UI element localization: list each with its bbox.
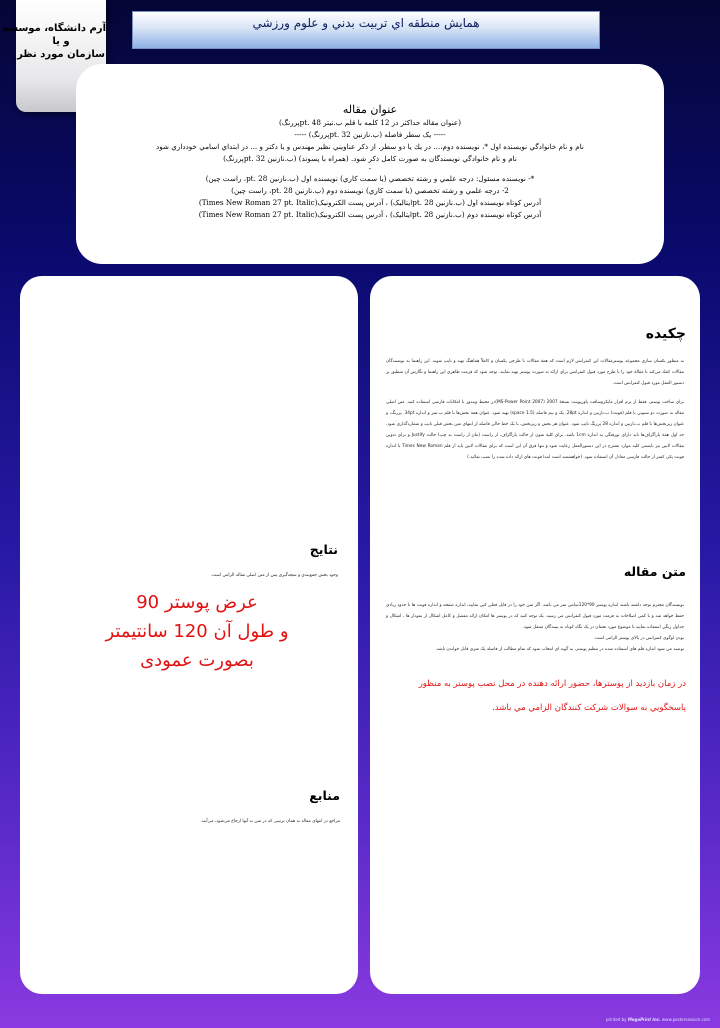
header-line: -: [368, 164, 372, 173]
paper-title: عنوان مقاله: [342, 103, 398, 116]
body-text: [386, 600, 684, 655]
body-heading: متن مقاله: [623, 564, 686, 579]
header-line: ----- یک سطر فاصله (ب.نازنین 32 .ptپررنگ) -----: [294, 130, 446, 139]
conference-title-bar: [132, 11, 600, 49]
presenter-attendance-note: در زمان بازديد از پوسترها، حضور ارائه دهنده در محل نصب پوستر به منظور پاسخگويي به سوالات شركت كنندگان الزامي مي باشد.: [418, 679, 686, 713]
poster-size-line-2: و طول آن 120 سانتيمتر: [105, 621, 289, 642]
printer-brand: MegaPrint Inc.: [627, 1017, 661, 1022]
body-paragraph: توصيه مي شود اندازه قلم هاي استفاده شده در تنظيم پوستر، به گونه اي انتخاب شود كه تمام مطالب از فاصله يک متري قابل خواندن باشد.: [435, 647, 684, 652]
results-heading: نتايج: [309, 542, 338, 557]
header-line: (عنوان مقاله حداکثر در 12 کلمه با قلم ب.تیتر 48 .ptپررنگ): [278, 118, 462, 127]
abstract-paragraph: براي ساخت پوستر، فقط از نرم افزار مايکروسافت پاورپوينت نسخة 2007 (MS-Power Point 2007)در محيط ويندوز با امکانات فارسي استفاده كنيد. متن اصلي مقاله به صورت دو ستوني با قلم (فونت) ب.نازنين و اندازة 28pt. يک و نيم فاصله (1.5 space) تهيه شود. عنوان همة بخش‌ها با قلم ب.تيتر و اندازه 34pt. پررنگ، و عنوان زيربخش‌ها با قلم ب.نازنين و اندازه 28 پررنگ تايپ شود. عنوان هر بخش و زيربخش، با يک خط خالي فاصله از انتهاي متن بخش قبلي تايپ و شماره‌گذاري شود. حد اول همة پاراگراف‌ها بايد داراي تورفتگي به اندازة 1cm باشد. براي كلية متون از حالت پاراگراف، از راست (مان از راست به چپ) حالت Justify و براي تدوين مقالات لاتين نيز بايستي كليه موارد مشرح در اين دستورالعمل رعايت شود و تنها فرق آن اين است كه براي مقالات لاتين بايد از قلم Times New Roman با اندازه فونت پکی کمتر از حالت فارسي معادل آن استفاده شود. (خواهشمند است ابتدا فونت هاي ارائه داده شده را نصب نمائيد.): [386, 400, 685, 460]
abstract-paragraph: به منظور يكسان سازي مجموعه پوسترمقالات اين كنفرانس لازم است كه همة مقالات با طرحي يكسان و كاملاً هماهنگ تهيه و تايپ شوند. اين راهنما به نويسندگان مقالات كمك مي‌كند تا مقالة خود را با طرح مورد قبول كنفرانس براي ارائه به صورت پوستر تهيه نمايند. توجه شود كه فرمت ظاهري اين راهنما و نگارش آن منطبق بر دستور العمل مورد قبول كنفرانس است.: [386, 359, 684, 386]
abstract-body: [386, 356, 684, 463]
conference-title: همايش منطقه اي تربيت بدني و علوم ورزشي: [252, 16, 480, 30]
logo-line-2: و یا: [52, 36, 70, 47]
logo-line-1: آرم دانشگاه، موسسه: [2, 23, 106, 34]
references-text: مراجع در انتهای مقاله به همان ترتیبی که در متن به آنها ارجاع می‌شود، می‌آیند.: [200, 819, 340, 824]
header-line: نام و نام خانوادگي نويسنده اول *، نويسنده دوم،... در يك يا دو سطر. از ذكر عناويني نظير مهندس و يا دكتر و ... در ابتداي اسامي خودداري شود: [156, 142, 584, 151]
poster-size-line-3: بصورت عمودی: [140, 650, 254, 671]
header-line: *- نويسنده مسئول: درجه علمي و رشته تخصصي (يا سمت كاري) نويسنده اول (ب.نازنين 28 .pt، راست چين): [205, 174, 535, 183]
printer-credit: [606, 1017, 710, 1022]
abstract-heading: چكيده: [645, 326, 686, 342]
printer-url[interactable]: www.postersession.com: [661, 1017, 710, 1022]
poster-size-note: [90, 588, 304, 675]
paper-header-card: [76, 64, 664, 264]
results-text: وجود بخش جمع‌بندي و نتيجه‌گيري پس از متن اصلي مقاله الزامي است.: [210, 573, 338, 578]
header-line: نام و نام خانوادگي نويسندگان به صورت كامل ذكر شود. (همراه با پسوند) (ب.نازنین 32 .ptپررنگ): [223, 154, 517, 163]
body-paragraph: بودن لوگوی کنفرانس در بالای پوستر الزامی است.: [593, 636, 684, 641]
logo-line-3: سازمان مورد نظر: [17, 49, 105, 60]
header-line: آدرس کوتاه نویسنده دوم (ب.نازنین 28 .ptایتالیک) ، آدرس پست الکترونیک(Times New Roman 27 pt. Italic): [198, 210, 542, 219]
header-line: آدرس کوتاه نویسنده اول (ب.نازنین 28 .ptایتالیک) ، آدرس پست الکترونیک(Times New Roman 27 pt. Italic): [198, 198, 542, 207]
poster-size-line-1: عرض پوستر 90: [136, 592, 258, 613]
left-column: [20, 276, 358, 994]
references-heading: منابع: [309, 788, 340, 803]
right-column: [370, 276, 700, 994]
printed-by-label: printed by: [605, 1017, 627, 1022]
body-paragraph: نويسندگان محترم توجه داشته باشند اندازه پوستر 90*120سانتي متر مي باشد. اگر متن خود را در فايل فعلي كپي نماييد، اندازه صفحه و اندازه فونت ها با حدود زيادي حفظ خواهد شد و با کمي اصلاحات به فرمت مورد قبول كنفرانس مي رسيد. يک توجه کنيد که در پوستر ها امکان ارائه مفصل و كامل اشكال از نمودار ها ، اشكال و جداول رنگي استفاده نماييد تا موضوع مورد بحثتان در يک نگاه کوتاه به بينندگان منتقل شود.: [386, 603, 684, 630]
header-line: 2- درجه علمي و رشته تخصصي (يا سمت كاري) نويسنده دوم (ب.نازنين 28 .pt، راست چين): [231, 186, 509, 195]
